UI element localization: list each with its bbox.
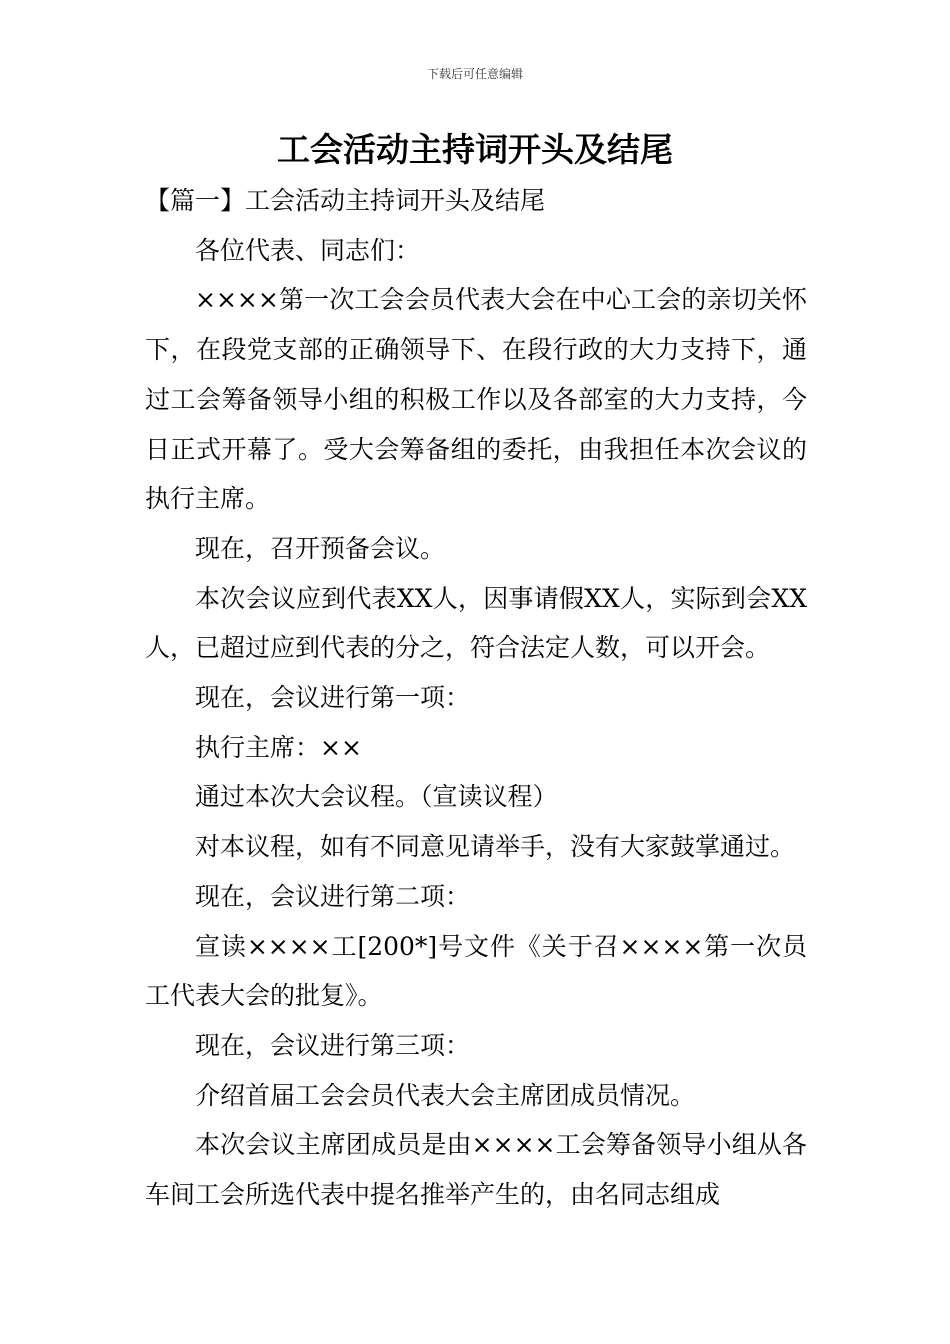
paragraph-opening: ××××第一次工会会员代表大会在中心工会的亲切关怀下，在段党支部的正确领导下、在段行政的大力支持下，通过工会筹备领导小组的积极工作以及各部室的大力支持，今日正式开幕了。受大会筹备组的委托，由我担任本次会议的执行主席。 [145,285,807,514]
paragraph-preparatory-meeting: 现在，召开预备会议。 [195,533,446,563]
document-body [145,176,807,1220]
document-title: 工会活动主持词开头及结尾 [277,130,673,169]
paragraph-presidium-members: 本次会议主席团成员是由××××工会筹备领导小组从各车间工会所选代表中提名推举产生的，由名同志组成 [145,1130,807,1210]
paragraph-agenda-approval: 对本议程，如有不同意见请举手，没有大家鼓掌通过。 [195,832,796,862]
paragraph-document-reading: 宣读××××工[200*]号文件《关于召××××第一次员工代表大会的批复》。 [145,931,807,1011]
paragraph-item-one: 现在，会议进行第一项： [195,683,471,713]
section-heading: 【篇一】工会活动主持词开头及结尾 [145,186,546,215]
paragraph-executive-chair: 执行主席：×× [195,732,362,762]
paragraph-presidium-intro: 介绍首届工会会员代表大会主席团成员情况。 [195,1080,696,1110]
header-note: 下载后可任意编辑 [426,67,523,81]
paragraph-attendance: 本次会议应到代表XX人，因事请假XX人，实际到会XX人，已超过应到代表的分之，符合法定人数，可以开会。 [145,583,807,663]
paragraph-salutation: 各位代表、同志们： [195,235,421,265]
paragraph-agenda: 通过本次大会议程。（宣读议程） [195,782,558,812]
paragraph-item-two: 现在，会议进行第二项： [195,881,471,911]
paragraph-item-three: 现在，会议进行第三项： [195,1030,471,1060]
